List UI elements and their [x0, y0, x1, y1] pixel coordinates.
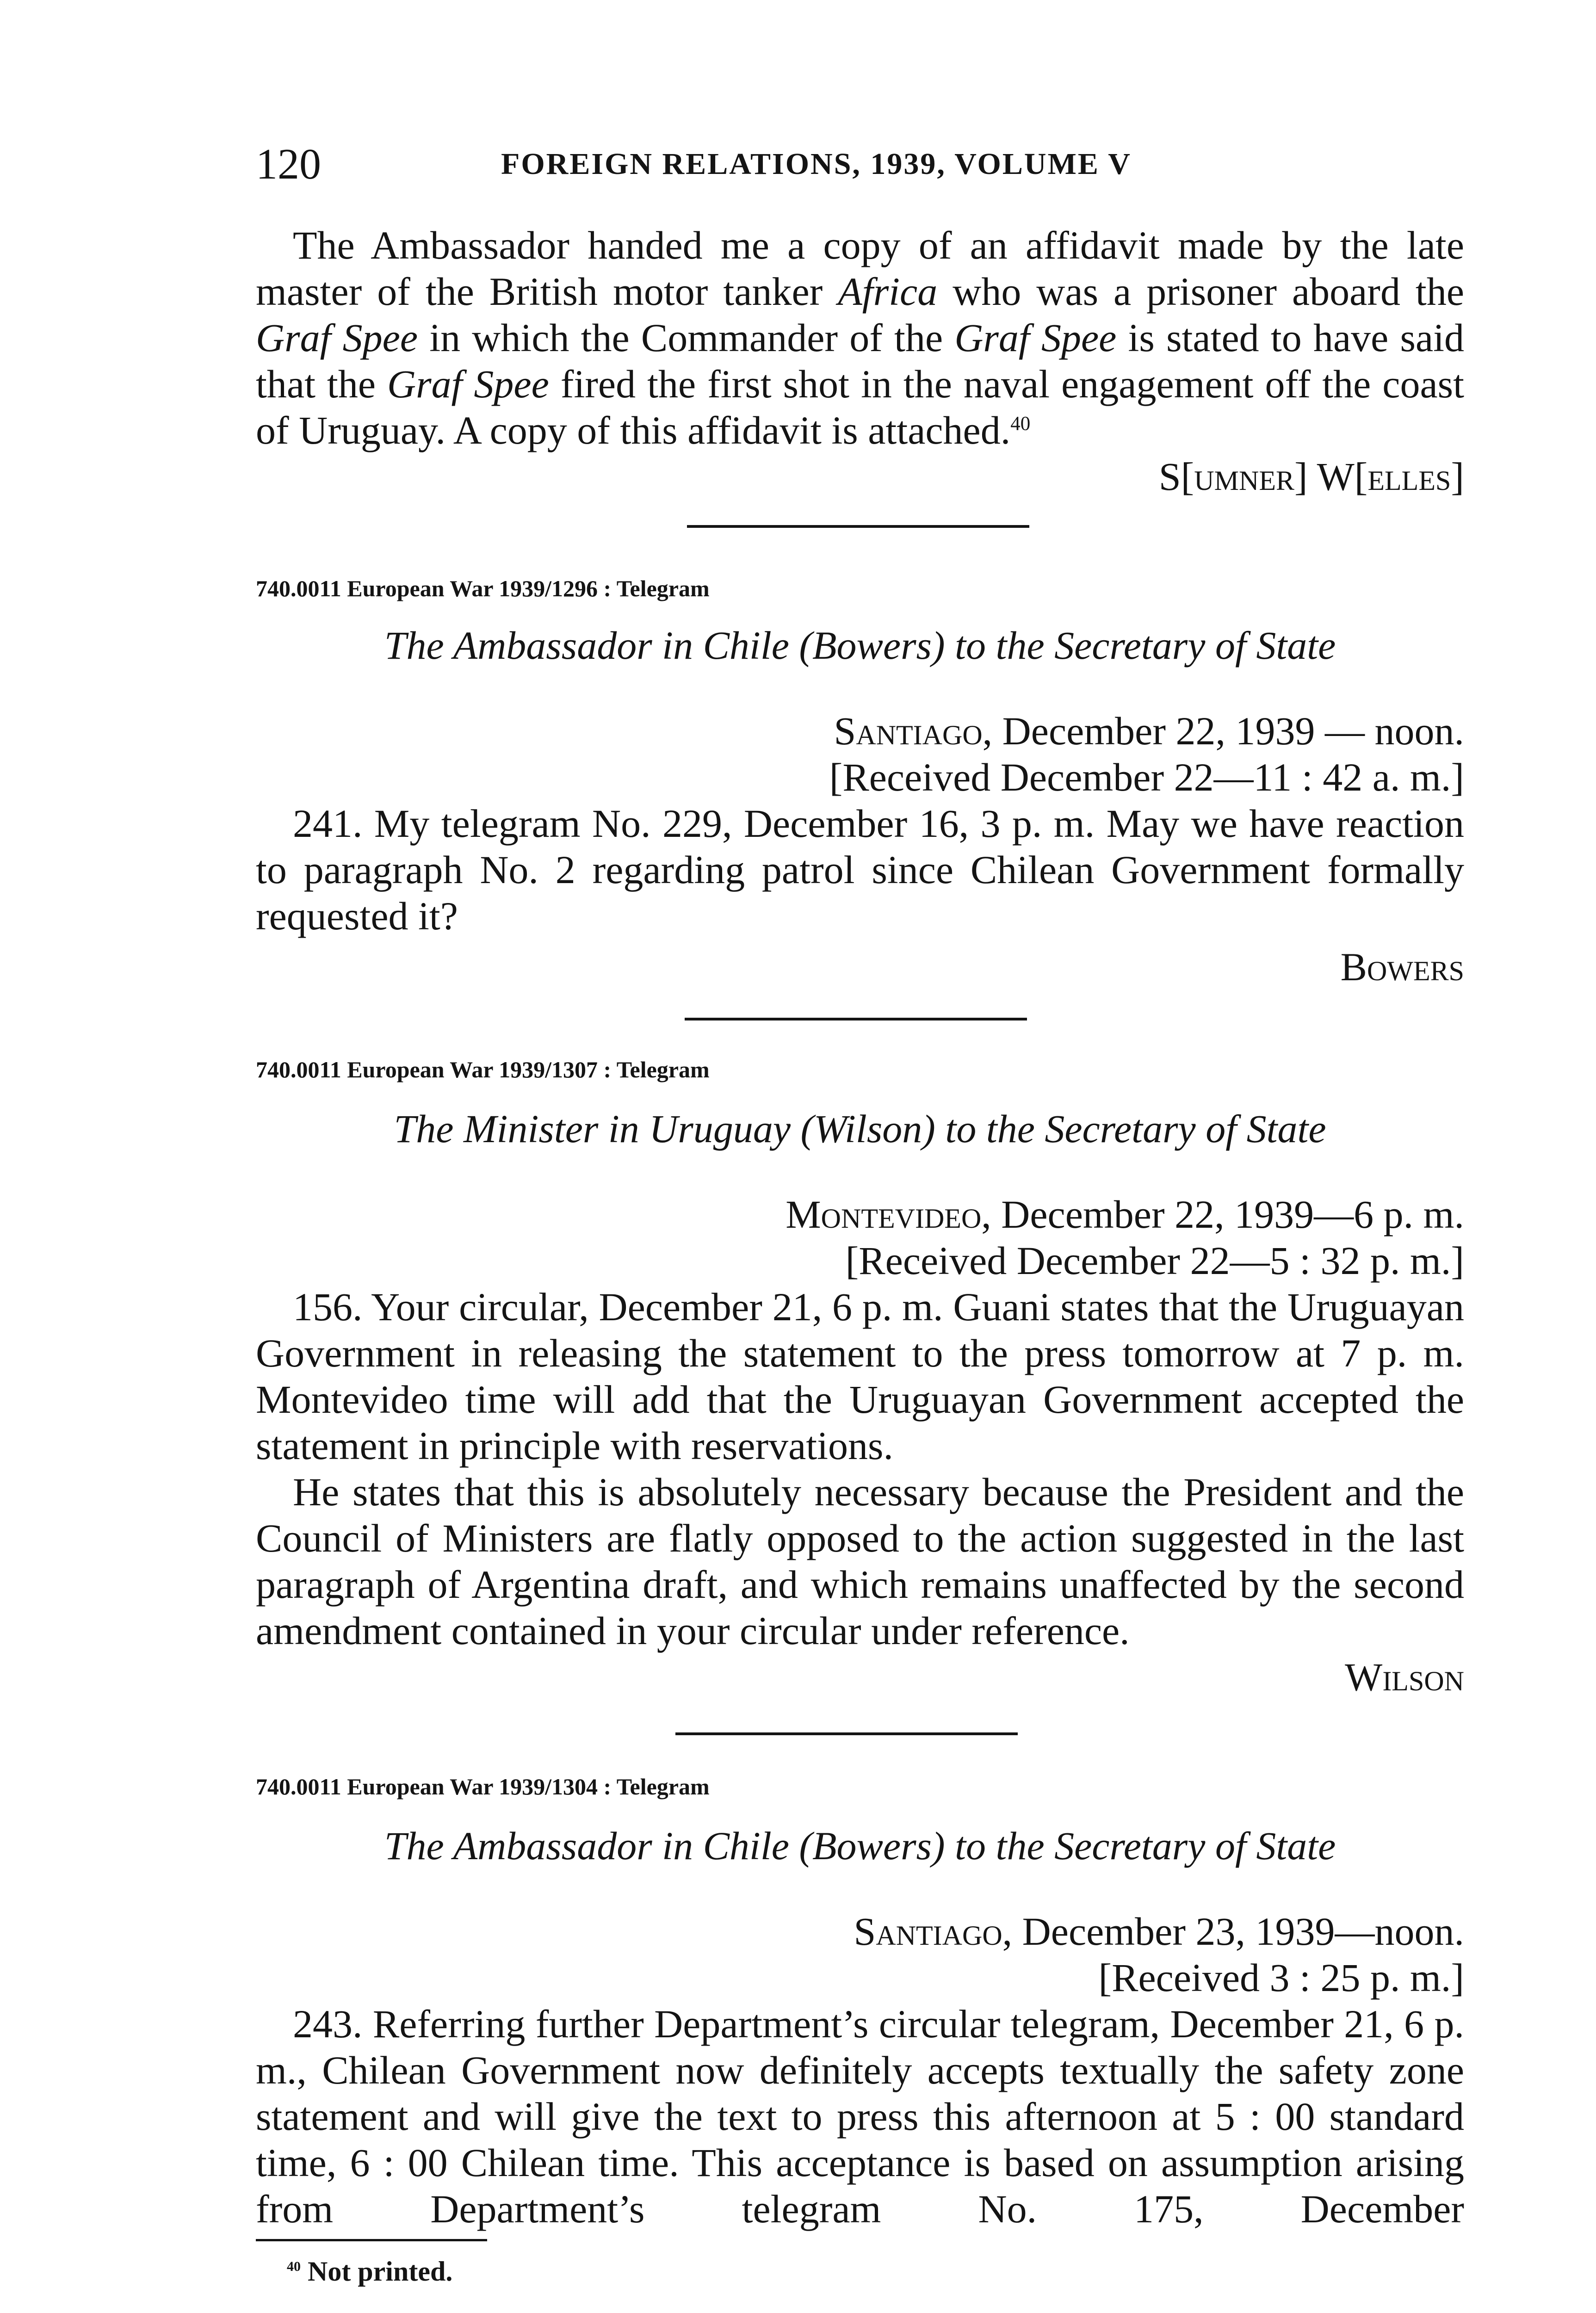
document-title: The Minister in Uruguay (Wilson) to the Secretary of State	[394, 1107, 1326, 1151]
ship-name: Graf Spee	[954, 315, 1117, 360]
dateline: Santiago, December 23, 1939—noon.	[854, 1909, 1464, 1954]
file-reference: 740.0011 European War 1939/1304 : Telegram	[256, 1774, 710, 1800]
footnote	[287, 2251, 452, 2292]
ship-name: Graf Spee	[387, 362, 549, 406]
footnote-text: Not printed.	[308, 2256, 453, 2287]
received-line: [Received 3 : 25 p. m.]	[1098, 1955, 1464, 2000]
signature: Bowers	[1340, 945, 1464, 989]
telegram-paragraph: He states that this is absolutely necessary because the President and the Council of Ministers are flatly opposed to the action suggested in the last paragraph of Argentina draft, and which remains unaffected by the second amendment contained in your circular under reference.	[256, 1470, 1464, 1653]
ship-name: Graf Spee	[256, 315, 418, 360]
place-name: Santiago	[834, 709, 983, 753]
section-divider	[675, 1732, 1018, 1735]
received-line: [Received December 22—5 : 32 p. m.]	[845, 1238, 1464, 1283]
memo-paragraph: The Ambassador handed me a copy of an affidavit made by the late master of the British motor tanker Africa who was a prisoner aboard the Graf Spee in which the Commander of the Graf Spee is stated to have said that the Graf Spee fired the first shot in the naval engagement off the coast of Uruguay. A copy of this affidavit is attached.$^{40}$	[256, 223, 1465, 452]
telegram-body	[256, 708, 1464, 990]
telegram-body	[256, 1191, 1464, 1700]
telegram-paragraph: 241. My telegram No. 229, December 16, 3 p. m. May we have reaction to paragraph No. 2 regarding patrol since Chilean Government formally requested it?	[256, 801, 1464, 938]
telegram-paragraph: 243. Referring further Department’s circular telegram, December 21, 6 p. m., Chilean Government now definitely accepts textually the safety zone statement and will give the text to press this afternoon at 5 : 00 standard time, 6 : 00 Chilean time. This acceptance is based on assumption arising from Department’s telegram No. 175, December	[256, 2002, 1464, 2231]
page-number: 120	[256, 140, 321, 188]
section-divider	[685, 1018, 1027, 1020]
footnote-marker: 40	[287, 2259, 301, 2274]
dateline: Montevideo, December 22, 1939—6 p. m.	[786, 1192, 1464, 1237]
signature: Wilson	[1345, 1655, 1464, 1699]
place-name: Montevideo	[786, 1192, 982, 1237]
received-line: [Received December 22—11 : 42 a. m.]	[829, 755, 1464, 799]
file-reference: 740.0011 European War 1939/1307 : Telegram	[256, 1057, 710, 1082]
telegram-body	[256, 1908, 1464, 2232]
footnote-ref: 40	[1010, 413, 1031, 435]
running-head: FOREIGN RELATIONS, 1939, VOLUME V	[501, 147, 1132, 181]
document-title: The Ambassador in Chile (Bowers) to the Secretary of State	[384, 1824, 1336, 1868]
document-title: The Ambassador in Chile (Bowers) to the Secretary of State	[384, 623, 1336, 668]
section-divider	[687, 525, 1029, 528]
file-reference: 740.0011 European War 1939/1296 : Telegram	[256, 575, 710, 601]
page-header	[256, 139, 1462, 190]
footnote-divider	[256, 2239, 487, 2241]
signature: S[umner] W[elles]	[1158, 454, 1464, 499]
ship-name: Africa	[838, 269, 938, 314]
memo-continuation	[256, 222, 1464, 500]
dateline: Santiago, December 22, 1939 — noon.	[834, 709, 1464, 753]
place-name: Santiago	[854, 1909, 1002, 1954]
telegram-paragraph: 156. Your circular, December 21, 6 p. m. Guani states that the Uruguayan Government in releasing the statement to the press tomorrow at 7 p. m. Montevideo time will add that the Uruguayan Government accepted the statement in principle with reservations.	[256, 1285, 1464, 1468]
